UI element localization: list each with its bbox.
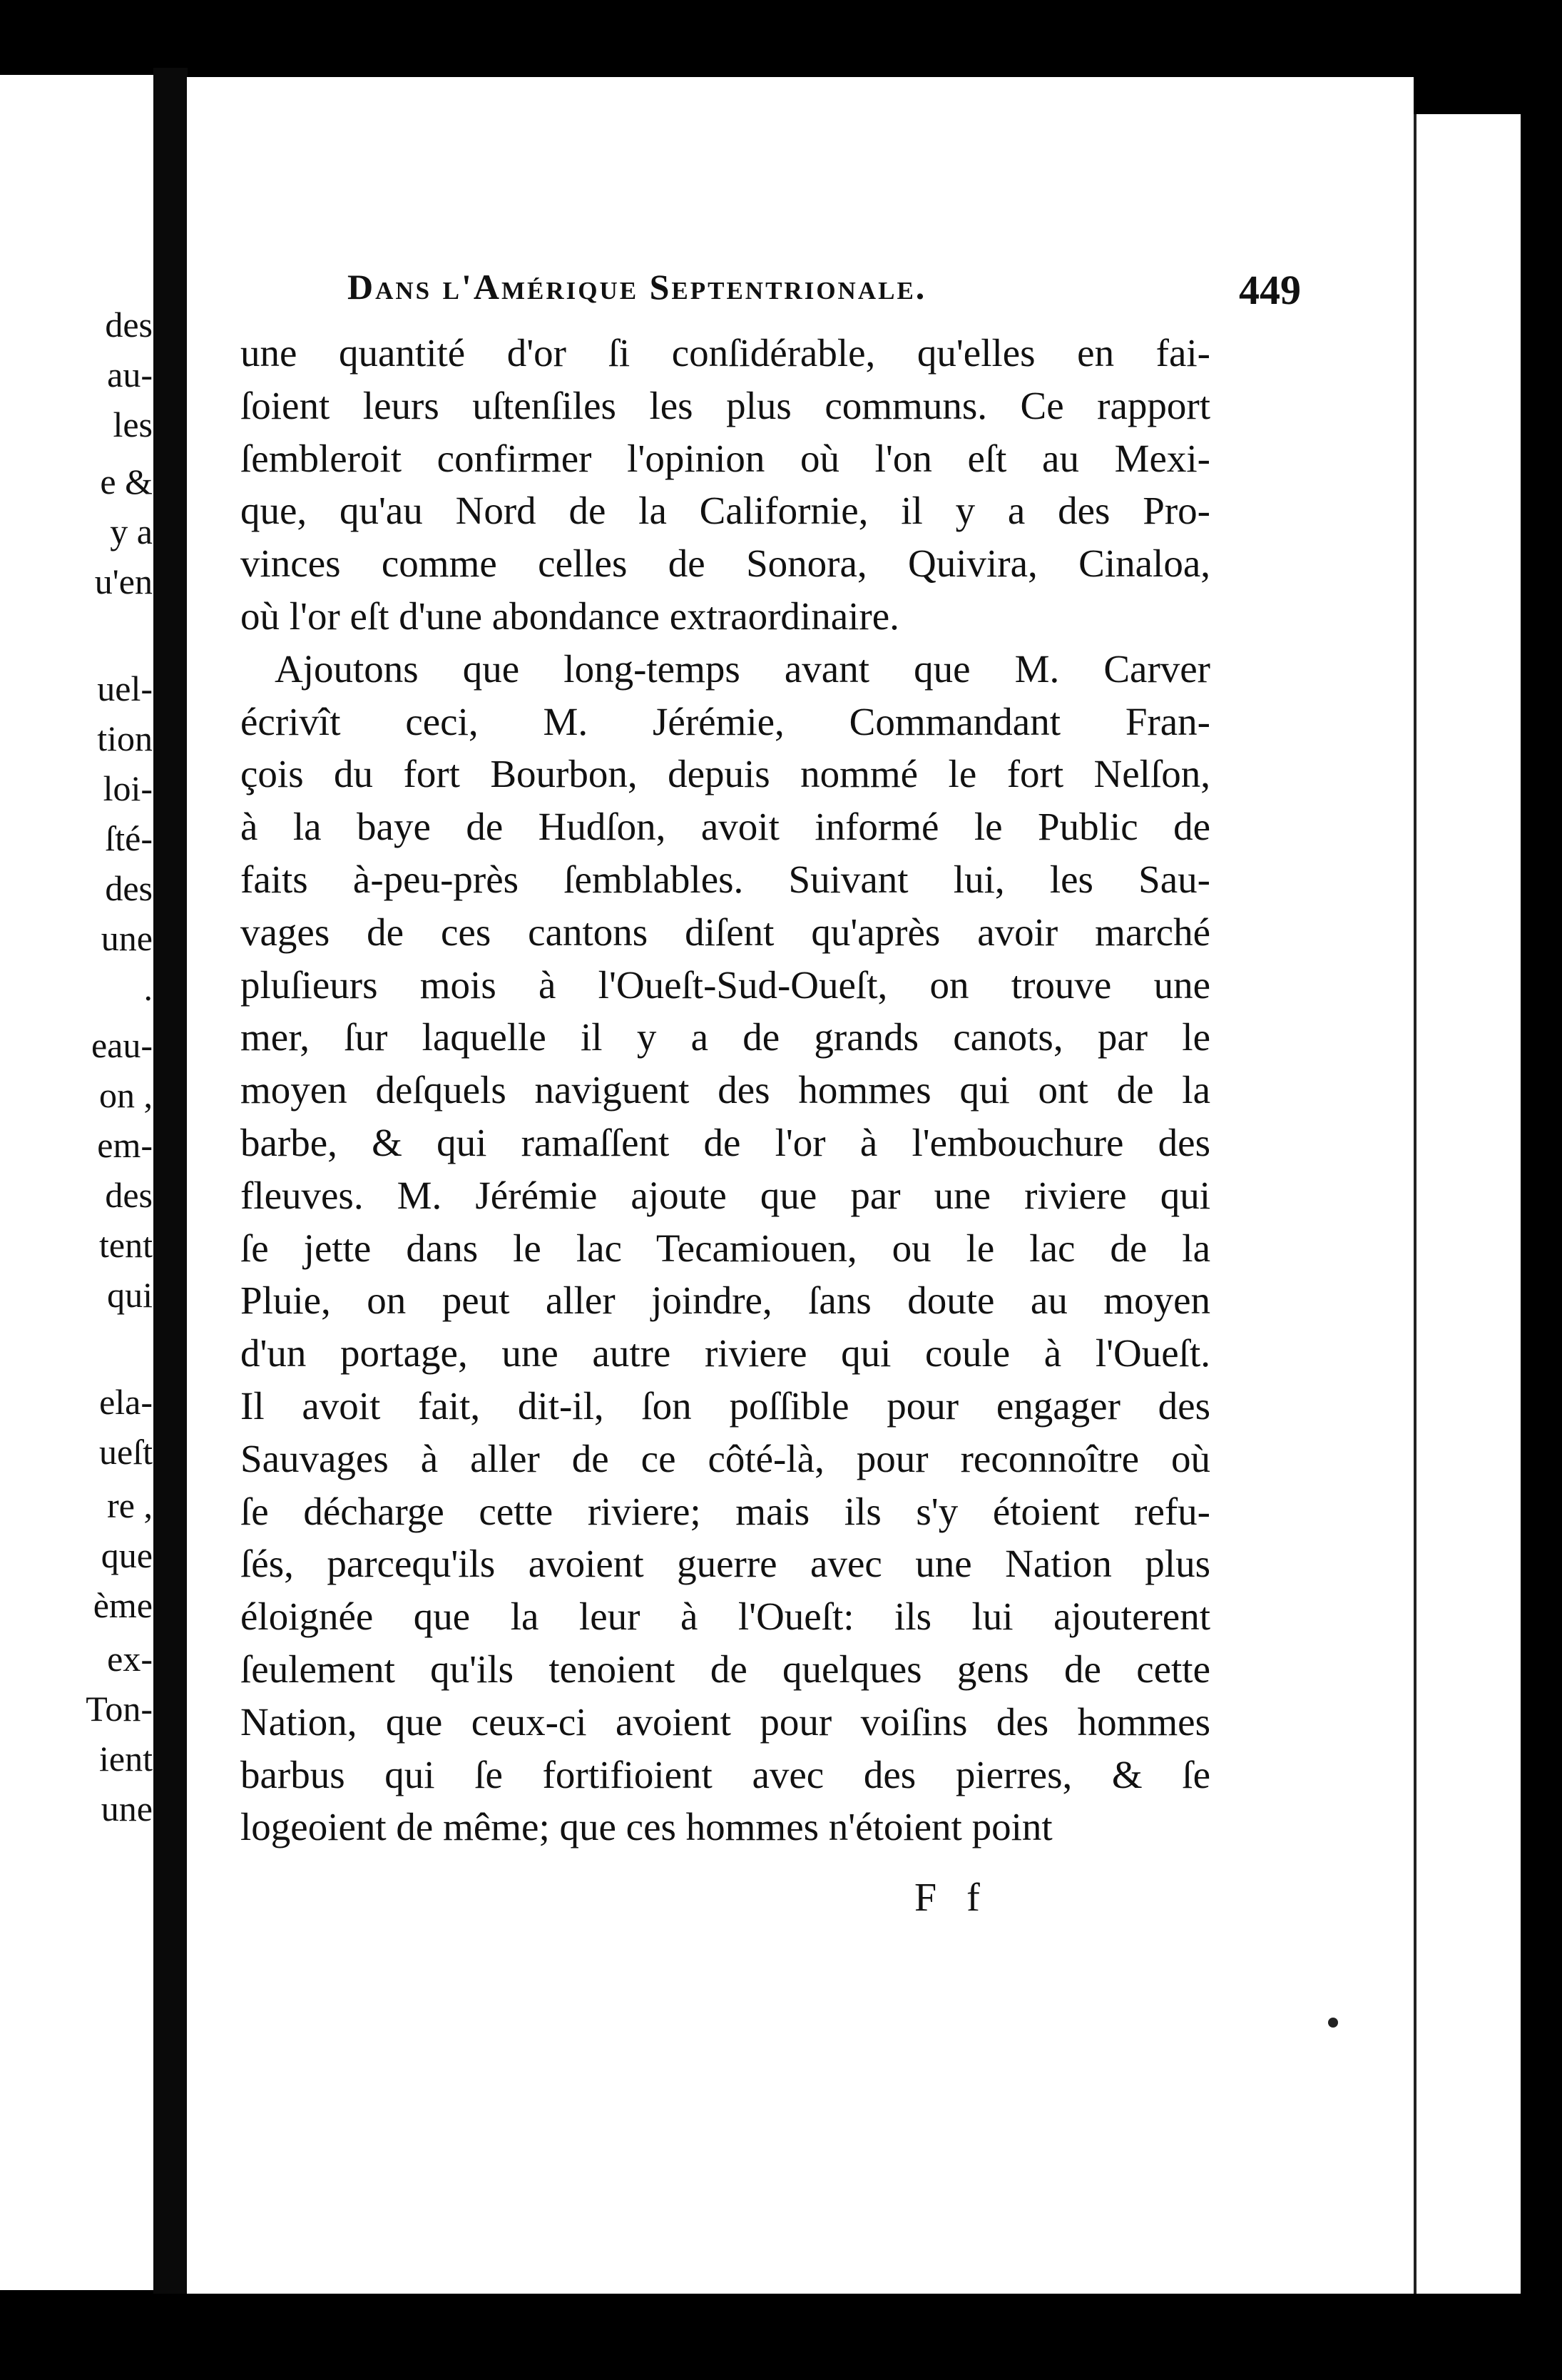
- left-page-fragment: qui: [107, 1275, 153, 1315]
- left-page-fragment: tion: [97, 718, 153, 758]
- left-page-fragment: em-: [97, 1125, 153, 1165]
- text-line: que, qu'au Nord de la Californie, il y a des Pro-: [240, 489, 1210, 533]
- text-line: moyen deſquels naviguent des hommes qui ont de la: [240, 1068, 1210, 1112]
- text-line: Il avoit fait, dit-il, ſon poſſible pour engager des: [240, 1383, 1210, 1428]
- left-facing-page: [0, 75, 158, 2290]
- text-line: barbe, & qui ramaſſent de l'or à l'embouchure des: [240, 1120, 1210, 1164]
- text-line: ſe décharge cette riviere; mais ils s'y étoient refu-: [240, 1489, 1210, 1533]
- left-page-fragment: ème: [93, 1585, 153, 1625]
- text-line: où l'or eſt d'une abondance extraordinaire.: [240, 594, 899, 638]
- left-page-fragment: les: [113, 405, 153, 444]
- left-page-fragment: ueſt: [99, 1432, 153, 1472]
- left-page-fragment: uel-: [97, 668, 153, 708]
- left-page-fragment: re ,: [107, 1485, 153, 1525]
- text-line: vinces comme celles de Sonora, Quivira, Cinaloa,: [240, 541, 1210, 586]
- left-page-fragment: une: [101, 918, 153, 958]
- text-line: mer, ſur laquelle il y a de grands canots, par le: [240, 1015, 1210, 1059]
- left-page-fragment: loi-: [103, 768, 153, 808]
- left-page-fragment: ex-: [107, 1639, 153, 1679]
- left-page-fragment: tent: [99, 1225, 153, 1265]
- signature-mark: F f: [914, 1876, 990, 1920]
- left-page-fragment: eau-: [91, 1025, 153, 1065]
- text-line: écrivît ceci, M. Jérémie, Commandant Fran-: [240, 699, 1210, 743]
- left-page-fragment: au-: [107, 355, 153, 395]
- text-line: une quantité d'or ſi conſidérable, qu'elles en fai-: [240, 331, 1210, 375]
- left-page-fragment: une: [101, 1789, 153, 1829]
- text-line: pluſieurs mois à l'Oueſt-Sud-Oueſt, on trouve une: [240, 962, 1210, 1007]
- running-head: [347, 266, 1339, 313]
- text-line: fleuves. M. Jérémie ajoute que par une riviere qui: [240, 1173, 1210, 1217]
- text-line: barbus qui ſe fortifioient avec des pierres, & ſe: [240, 1752, 1210, 1796]
- text-line: vages de ces cantons diſent qu'après avoir marché: [240, 910, 1210, 954]
- scan-border-bottom: [0, 2294, 1562, 2380]
- main-page: [187, 77, 1414, 2296]
- text-line: d'un portage, une autre riviere qui coule à l'Oueſt.: [240, 1331, 1210, 1375]
- text-line: Sauvages à aller de ce côté-là, pour reconnoître où: [240, 1436, 1210, 1480]
- scan-border-right: [1521, 86, 1562, 2380]
- book-gutter: [153, 68, 188, 2297]
- left-page-fragment: u'en: [94, 561, 153, 601]
- text-line: ſe jette dans le lac Tecamiouen, ou le lac de la: [240, 1226, 1210, 1270]
- page-number: 449: [1239, 267, 1301, 313]
- text-line: éloignée que la leur à l'Oueſt: ils lui ajouterent: [240, 1595, 1210, 1639]
- left-page-fragment: .: [143, 968, 153, 1008]
- text-line: ſoient leurs uſtenſiles les plus communs. Ce rapport: [240, 383, 1210, 427]
- text-line: ſés, parcequ'ils avoient guerre avec une Nation plus: [240, 1542, 1210, 1586]
- left-page-fragment: ient: [99, 1739, 153, 1779]
- text-line: à la baye de Hudſon, avoit informé le Public de: [240, 805, 1210, 849]
- text-line: ſembleroit confirmer l'opinion où l'on eſt au Mexi-: [240, 436, 1210, 480]
- left-page-fragment: ſté-: [105, 818, 153, 858]
- left-page-fragment: des: [105, 868, 153, 908]
- right-page-edge: [1414, 114, 1523, 2297]
- left-page-fragment: des: [105, 1175, 153, 1215]
- left-page-fragment: Ton-: [86, 1689, 153, 1729]
- text-line: çois du fort Bourbon, depuis nommé le fort Nelſon,: [240, 752, 1210, 796]
- text-line: logeoient de même; que ces hommes n'étoient point: [240, 1805, 1053, 1849]
- left-page-fragment: y a: [110, 512, 153, 551]
- text-line: Pluie, on peut aller joindre, ſans doute au moyen: [240, 1278, 1210, 1323]
- ink-speck: [1328, 2018, 1338, 2028]
- text-line: ſeulement qu'ils tenoient de quelques gens de cette: [240, 1647, 1210, 1691]
- left-page-fragment: des: [105, 305, 153, 345]
- left-page-fragment: que: [101, 1535, 153, 1575]
- left-page-fragment: ela-: [99, 1382, 153, 1422]
- running-head-title: Dans l'Amérique Septentrionale.: [347, 267, 927, 307]
- text-line: Ajoutons que long-temps avant que M. Carver: [275, 646, 1210, 691]
- text-line: Nation, que ceux-ci avoient pour voiſins des hommes: [240, 1699, 1210, 1744]
- left-page-fragment: on ,: [99, 1075, 153, 1115]
- text-line: faits à-peu-près ſemblables. Suivant lui, les Sau-: [240, 857, 1210, 901]
- body-text: [240, 327, 1210, 1853]
- left-page-fragment: e &: [100, 462, 153, 502]
